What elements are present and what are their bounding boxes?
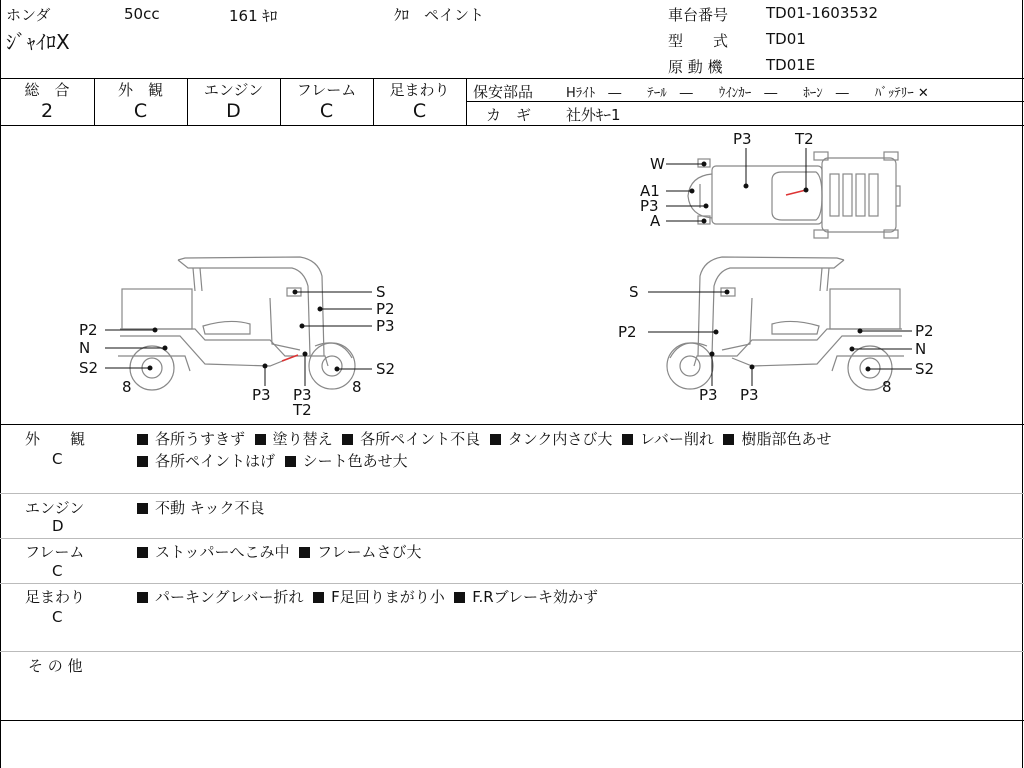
- label-p3: P3: [699, 386, 718, 404]
- key-value: 社外ｷｰ1: [566, 106, 621, 124]
- notes-top-divider: [0, 424, 1024, 425]
- label-8: 8: [882, 378, 892, 396]
- label-s2: S2: [79, 359, 99, 377]
- label-s2: S2: [376, 360, 396, 378]
- notes-bottom-divider: [0, 720, 1024, 721]
- scooter-left-side: [118, 257, 355, 390]
- label-s: S: [376, 283, 386, 301]
- suspension-grade-label: 足まわり: [389, 81, 450, 99]
- notes-suspension-line: パーキングレバー折れ F足回りまがり小 F.Rブレーキ効かず: [137, 586, 598, 607]
- label-a: A: [650, 212, 661, 230]
- label-s2: S2: [915, 360, 935, 378]
- frame-number-label: 車台番号: [668, 6, 729, 24]
- notes-other-label: そ の 他: [28, 657, 83, 675]
- notes-exterior-label: 外 観: [25, 430, 86, 448]
- type-label: 型 式: [668, 32, 729, 50]
- right-view-leaders: [648, 290, 912, 386]
- paint: ｸﾛ ペイント: [394, 6, 485, 24]
- frame-number: TD01-1603532: [766, 4, 879, 22]
- notes-engine-line: 不動 キック不良: [137, 497, 264, 518]
- engine-grade-label: エンジン: [203, 81, 264, 99]
- label-p3: P3: [733, 130, 752, 148]
- notes-frame-grade: C: [52, 562, 63, 580]
- displacement: 50cc: [124, 5, 160, 23]
- notes-exterior-line2: 各所ペイントはげ シート色あせ大: [137, 450, 408, 471]
- label-p2: P2: [618, 323, 637, 341]
- label-p3: P3: [252, 386, 271, 404]
- notes-frame-label: フレーム: [25, 543, 85, 561]
- exterior-grade-value: C: [133, 100, 148, 122]
- notes-exterior-grade: C: [52, 450, 63, 468]
- notes-exterior-line1: 各所うすきず 塗り替え 各所ペイント不良 タンク内さび大 レバー削れ 樹脂部色あせ: [137, 428, 831, 449]
- label-8: 8: [352, 378, 362, 396]
- frame-grade-label: フレーム: [296, 81, 357, 99]
- exterior-grade-label: 外 観: [117, 81, 163, 99]
- engine-grade-value: D: [226, 100, 241, 122]
- total-grade-label: 総 合: [24, 81, 70, 99]
- label-a1: A1: [640, 182, 660, 200]
- safety-divider: [466, 101, 1024, 102]
- safety-parts-items: Hﾗｲﾄ ― ﾃｰﾙ ― ｳｲﾝｶｰ ― ﾎｰﾝ ― ﾊﾞｯﾃﾘｰ ✕: [566, 86, 929, 101]
- frame-grade-value: C: [319, 100, 334, 122]
- damage-mark: [786, 190, 806, 195]
- model-name: ｼﾞｬｲﾛX: [6, 30, 70, 54]
- label-p3: P3: [740, 386, 759, 404]
- notes-divider: [0, 493, 1024, 494]
- label-p2: P2: [915, 322, 934, 340]
- label-p2: P2: [376, 300, 395, 318]
- notes-frame-line: ストッパーへこみ中 フレームさび大: [137, 541, 422, 562]
- maker: ホンダ: [6, 6, 51, 24]
- type-value: TD01: [766, 30, 806, 48]
- notes-divider: [0, 651, 1024, 652]
- top-view-leaders: [666, 148, 808, 223]
- notes-suspension-label: 足まわり: [25, 588, 86, 606]
- label-p3: P3: [293, 386, 312, 404]
- scooter-diagram: [0, 126, 1024, 424]
- label-p3: P3: [640, 197, 659, 215]
- left-view-leaders: [105, 290, 372, 386]
- key-label: カ ギ: [486, 106, 532, 124]
- total-grade-value: 2: [40, 100, 54, 122]
- label-s: S: [629, 283, 639, 301]
- label-t2: T2: [795, 130, 814, 148]
- notes-engine-label: エンジン: [25, 499, 85, 517]
- engine-model-value: TD01E: [766, 56, 816, 74]
- suspension-grade-value: C: [412, 100, 427, 122]
- notes-engine-grade: D: [52, 517, 64, 535]
- safety-parts-label: 保安部品: [473, 83, 534, 101]
- label-w: W: [650, 155, 665, 173]
- engine-model-label: 原 動 機: [668, 58, 723, 76]
- notes-divider: [0, 583, 1024, 584]
- label-t2: T2: [293, 401, 312, 419]
- notes-suspension-grade: C: [52, 608, 63, 626]
- scooter-top-view: [688, 152, 900, 238]
- notes-divider: [0, 538, 1024, 539]
- label-n: N: [915, 340, 927, 358]
- label-p2: P2: [79, 321, 98, 339]
- label-n: N: [79, 339, 91, 357]
- label-p3: P3: [376, 317, 395, 335]
- mileage: 161 ｷﾛ: [229, 7, 278, 25]
- label-8: 8: [122, 378, 132, 396]
